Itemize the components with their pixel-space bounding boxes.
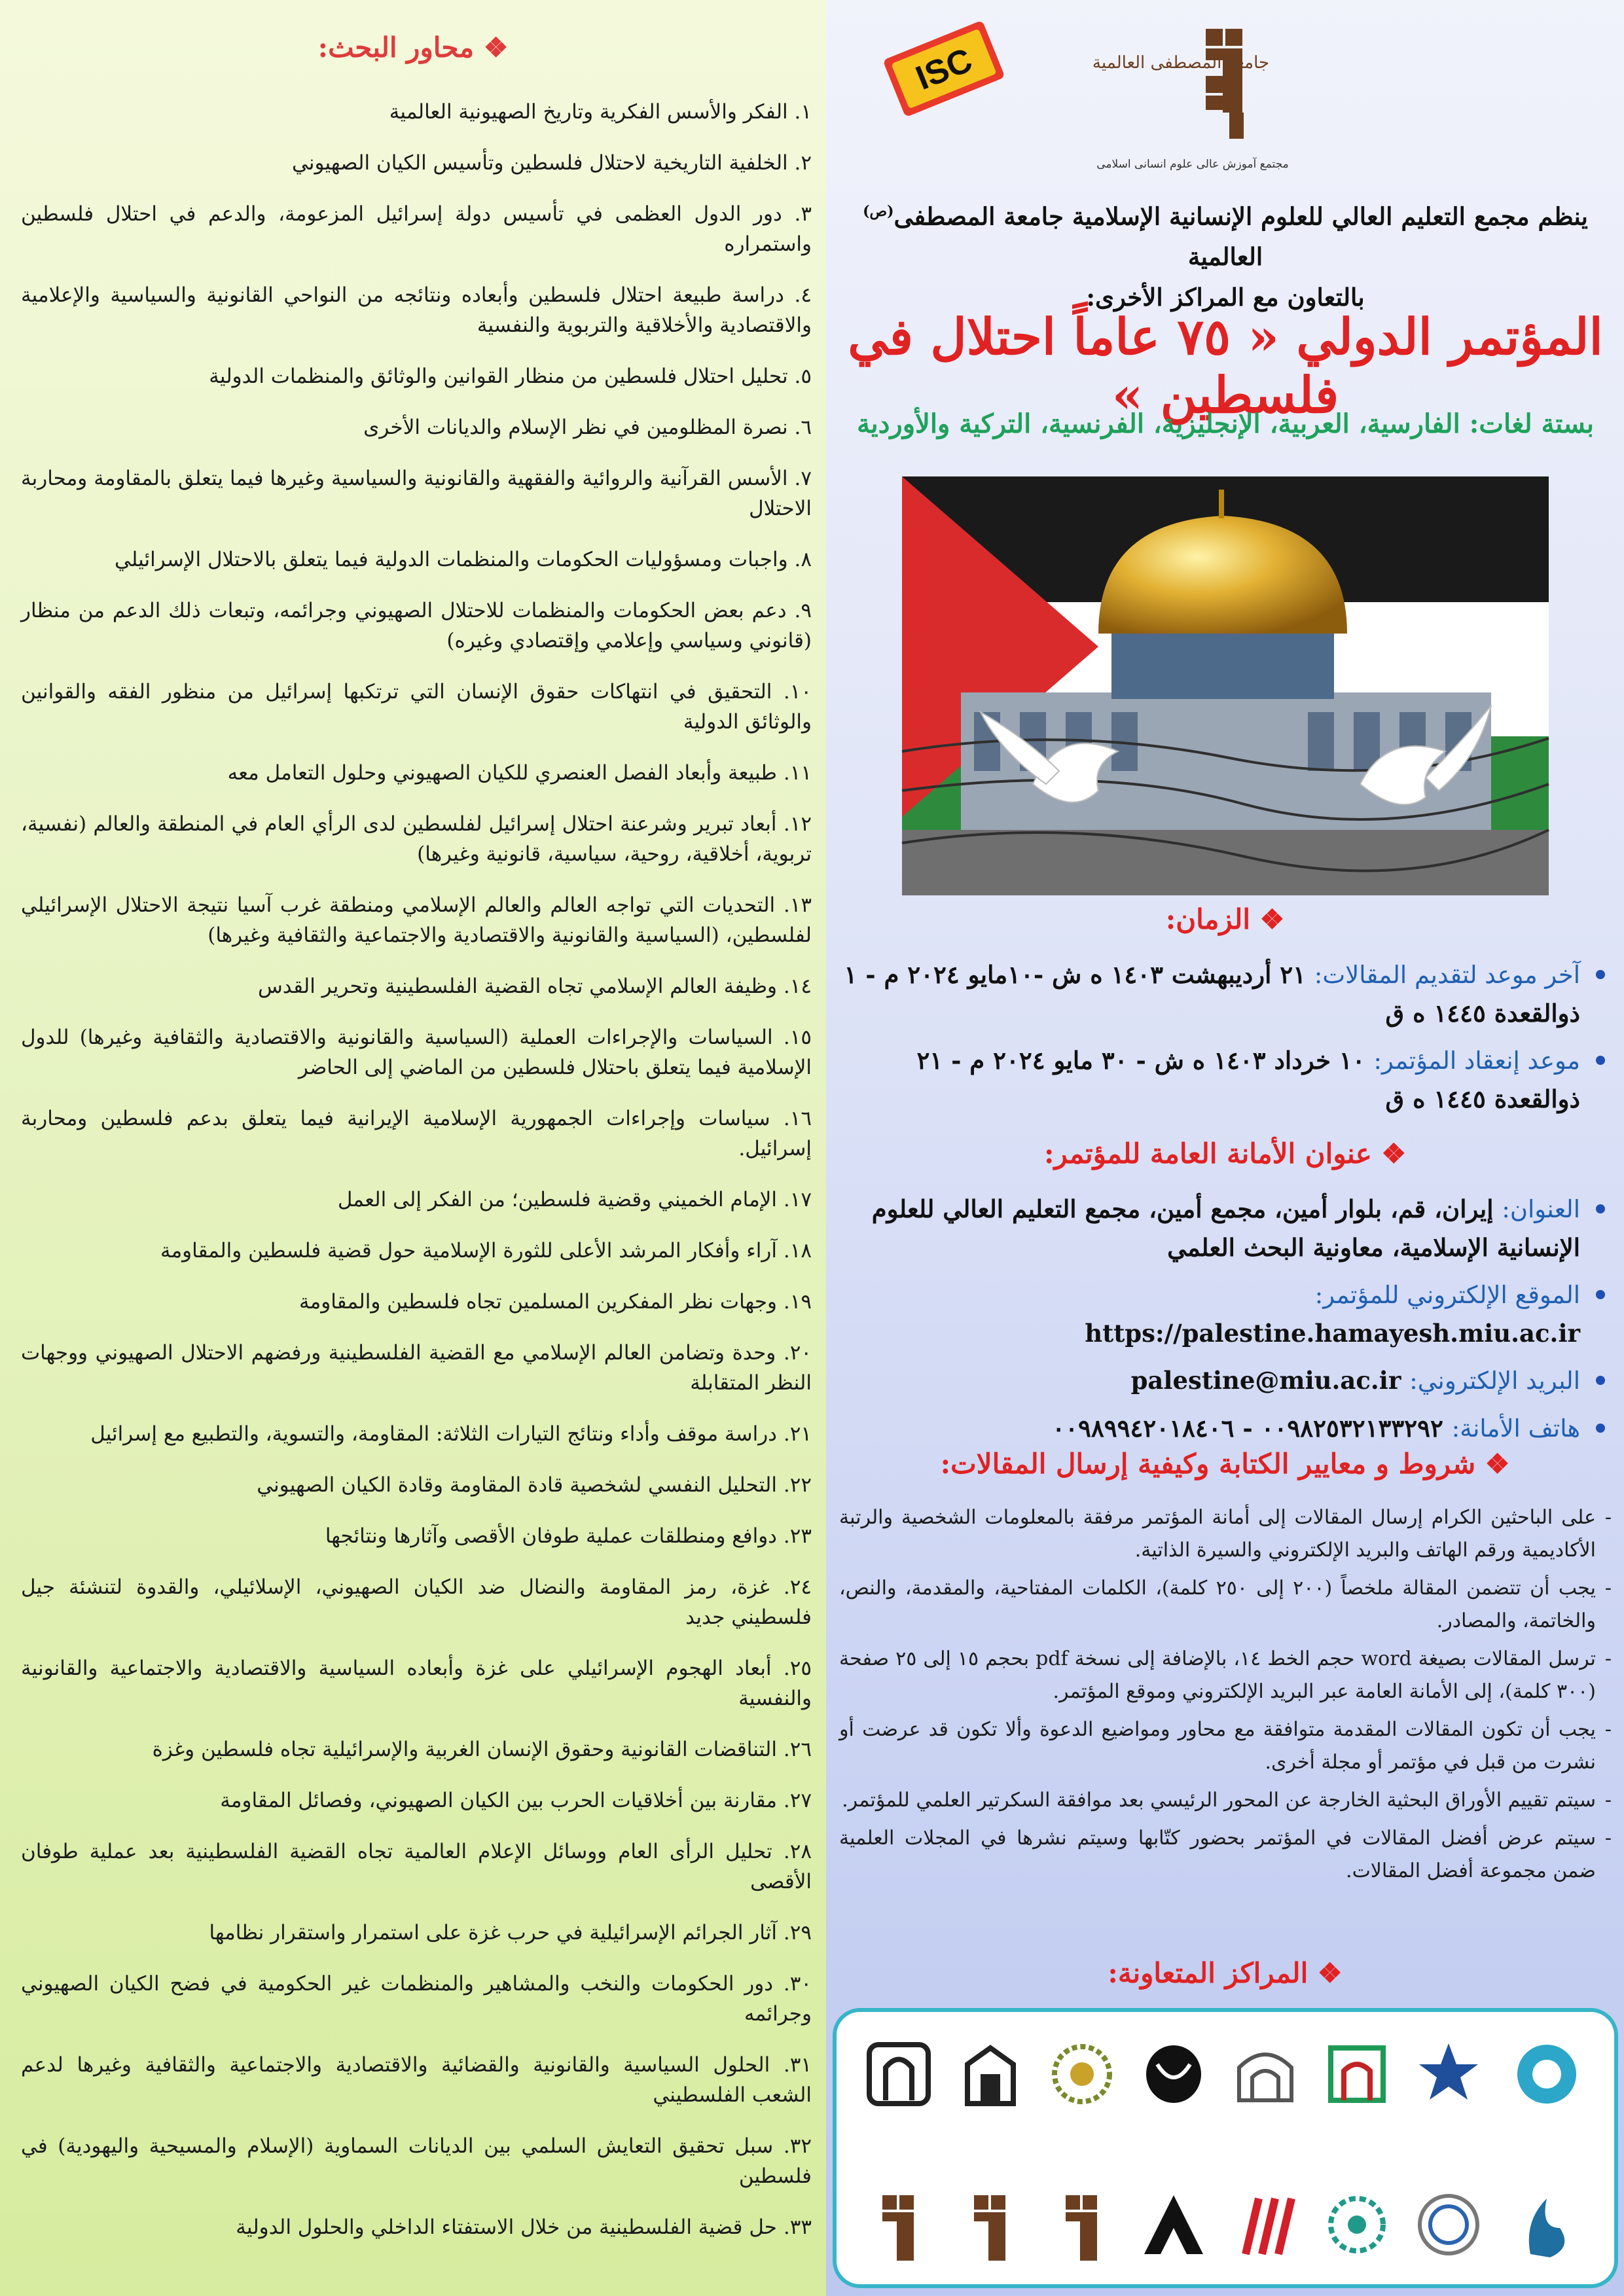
website-label: الموقع الإلكتروني للمؤتمر: — [1314, 1281, 1580, 1309]
research-axes-heading: ❖ محاور البحث: — [317, 31, 509, 63]
rule-item: - على الباحثين الكرام إرسال المقالات إلى أمانة المؤتمر مرفقة بالمعلومات الشخصية والرتبة الأكاديمية ورقم الهاتف والبريد الإلكتروني والسيرة الذاتية. — [839, 1501, 1612, 1567]
al-mustafa-university-logo — [1092, 16, 1289, 179]
center-logo-6 — [1321, 2038, 1393, 2123]
conference-languages: بستة لغات: الفارسية، العربية، الإنجليزية، الفرنسية، التركية والأوردية — [857, 408, 1594, 439]
rules-list — [839, 1501, 1612, 1893]
center-logo-7 — [1413, 2038, 1485, 2123]
center-logo-5 — [1229, 2038, 1301, 2123]
conference-title: المؤتمر الدولي « ٧٥ عاماً احتلال في فلسطين » — [848, 308, 1603, 424]
research-axis-item: ٢٧. مقارنة بين أخلاقيات الحرب بين الكيان الصهيوني، وفصائل المقاومة — [220, 1789, 812, 1812]
center-logo-14 — [1321, 2189, 1393, 2274]
address-value: إيران، قم، بلوار أمين، مجمع أمين، مجمع التعليم العالي للعلوم الإنسانية الإسلامية، معاونية البحث العلمي — [871, 1194, 1580, 1262]
conference-date-value: ١٠ خرداد ١٤٠٣ ه ش - ٣٠ مايو ٢٠٢٤ م - ٢١ ذوالقعدة ١٤٤٥ ه ق — [916, 1046, 1580, 1113]
research-axis-item: ١٢. أبعاد تبرير وشرعنة احتلال إسرائيل لفلسطين لدى الرأي العام في المنطقة والعالم (نفسية، تربوية، أخلاقية، روحية، سياسية، قانونية وغيرها) — [21, 812, 812, 866]
phone-value: ٠٠٩٨٢٥٣٢١٣٣٢٩٢ - ٠٠٩٨٩٩٤٢٠١٨٤٠٦ — [1052, 1414, 1443, 1443]
time-item-conference-date — [839, 1041, 1612, 1118]
research-axis-item: ١٥. السياسات والإجراءات العملية (السياسية والقانونية والاقتصادية والثقافية وغيرها) للدول الإسلامية فيما يتعلق باحتلال فلسطين من الماضي إلى الحاضر — [21, 1026, 812, 1079]
dome-of-the-rock-banner-image — [902, 476, 1549, 895]
rule-item: - ترسل المقالات بصيغة word حجم الخط ١٤، بالإضافة إلى نسخة pdf بحجم ١٥ إلى ٢٥ صفحة (٣٠٠ كلمة)، إلى الأمانة العامة عبر البريد الإلكتروني وموقع المؤتمر. — [839, 1643, 1612, 1708]
research-axis-item: ٣٣. حل قضية الفلسطينية من خلال الاستفتاء الداخلي والحلول الدولية — [236, 2215, 812, 2239]
research-axis-item: ١٤. وظيفة العالم الإسلامي تجاه القضية الفلسطينية وتحرير القدس — [257, 975, 812, 998]
research-axis-item: ١١. طبيعة وأبعاد الفصل العنصري للكيان الصهيوني وحلول التعامل معه — [227, 761, 812, 785]
research-axis-item: ٥. تحليل احتلال فلسطين من منظار القوانين والوثائق والمنظمات الدولية — [209, 365, 812, 388]
isc-logo — [878, 20, 1009, 118]
research-axis-item: ٢٣. دوافع ومنطلقات عملية طوفان الأقصى وآثارها ونتائجها — [325, 1524, 812, 1548]
time-item-deadline — [839, 956, 1612, 1032]
address-item — [839, 1190, 1612, 1266]
research-axis-item: ٨. واجبات ومسؤوليات الحكومات والمنظمات الدولية فيما يتعلق بالاحتلال الإسرائيلي — [115, 548, 812, 571]
center-logo-2 — [954, 2038, 1026, 2123]
research-axis-item: ٢٢. التحليل النفسي لشخصية قادة المقاومة وقادة الكيان الصهيوني — [257, 1473, 812, 1497]
center-logo-3 — [1046, 2038, 1118, 2123]
rule-item: - يجب أن تتضمن المقالة ملخصاً (٢٠٠ إلى ٢٥٠ كلمة)، الكلمات المفتاحية، والمقدمة، والنص، والخاتمة، والمصادر. — [839, 1572, 1612, 1638]
center-logo-11 — [1046, 2189, 1118, 2274]
center-logo-10 — [954, 2189, 1026, 2274]
research-axis-item: ١٣. التحديات التي تواجه العالم والعالم الإسلامي ومنطقة غرب آسيا نتيجة الاحتلال الإسرائيلي لفلسطين، (السياسية والقانونية والاقتصادية والاجتماعية والثقافية وغيرها) — [21, 893, 812, 947]
research-axis-item: ٢. الخلفية التاريخية لاحتلال فلسطين وتأسيس الكيان الصهيوني — [292, 151, 812, 175]
intro-line1-b: العالمية — [1187, 242, 1263, 272]
intro-line2: بالتعاون مع المراكز الأخرى: — [1086, 283, 1365, 312]
phone-item — [839, 1409, 1612, 1448]
research-axis-item: ٧. الأسس القرآنية والروائية والفقهية والقانونية والسياسية وغيرها فيما يتعلق بالمقاومة ومحاربة الاحتلال — [21, 467, 812, 520]
research-axis-item: ٣. دور الدول العظمى في تأسيس دولة إسرائيل المزعومة، والدعم في احتلال فلسطين واستمراره — [21, 202, 812, 256]
email-item — [839, 1361, 1612, 1400]
rule-item: - سيتم تقييم الأوراق البحثية الخارجة عن المحور الرئيسي بعد موافقة السكرتير العلمي للمؤتمر. — [839, 1784, 1612, 1817]
research-axis-item: ٦. نصرة المظلومين في نظر الإسلام والديانات الأخرى — [363, 416, 812, 439]
intro-sup: (ص) — [863, 203, 894, 220]
secretariat-heading: ❖ عنوان الأمانة العامة للمؤتمر: — [1043, 1138, 1407, 1170]
intro-line1-a: ينظم مجمع التعليم العالي للعلوم الإنسانية الإسلامية جامعة المصطفى — [893, 202, 1588, 231]
email-link[interactable]: palestine@miu.ac.ir — [1130, 1366, 1401, 1395]
rule-item: - يجب أن تكون المقالات المقدمة متوافقة مع محاور ومواضيع الدعوة وألا تكون قد عرضت أو نشرت من قبل في مؤتمر أو مجلة أخرى. — [839, 1713, 1612, 1779]
research-axis-item: ١٨. آراء وأفكار المرشد الأعلى للثورة الإسلامية حول قضية فلسطين والمقاومة — [160, 1239, 812, 1263]
website-link[interactable]: https://palestine.hamayesh.miu.ac.ir — [1085, 1319, 1580, 1348]
research-axis-item: ٢٠. وحدة وتضامن العالم الإسلامي مع القضية الفلسطينية ورفضهم الاحتلال الصهيوني ووجهات النظر المتقابلة — [21, 1341, 812, 1395]
phone-label: هاتف الأمانة: — [1451, 1414, 1580, 1443]
research-axis-item: ٢٨. تحليل الرأى العام ووسائل الإعلام العالمية تجاه القضية الفلسطينية بعد عملية طوفان الأقصى — [21, 1840, 812, 1893]
university-logo-caption: مجتمع آموزش عالی علوم انسانی اسلامی — [1096, 158, 1289, 171]
conference-info-panel — [826, 0, 1624, 2296]
center-logo-8 — [1511, 2038, 1583, 2123]
research-axis-item: ٢٦. التناقضات القانونية وحقوق الإنسان الغربية والإسرائيلية تجاه فلسطين وغزة — [152, 1738, 812, 1761]
center-logo-4 — [1138, 2038, 1210, 2123]
time-heading: ❖ الزمان: — [1165, 903, 1285, 935]
research-axis-item: ٢٥. أبعاد الهجوم الإسرائيلي على غزة وأبعاده السياسية والاقتصادية والاجتماعية والقانونية والنفسية — [21, 1657, 812, 1710]
research-axis-item: ١٠. التحقيق في انتهاكات حقوق الإنسان التي ترتكبها إسرائيل من منظور الفقه والقوانين والوثائق الدولية — [21, 680, 812, 734]
research-axis-item: ٣٠. دور الحكومات والنخب والمشاهير والمنظمات غير الحكومية في فضح الكيان الصهيوني وجرائمه — [21, 1972, 812, 2026]
research-axis-item: ٢١. دراسة موقف وأداء ونتائج التيارات الثلاثة: المقاومة، والتسوية، والتطبيع مع إسرائيل — [90, 1422, 812, 1446]
address-label: العنوان: — [1502, 1195, 1580, 1223]
research-axis-item: ٣١. الحلول السياسية والقانونية والقضائية والاقتصادية والاجتماعية والثقافية وغيرها لدعم الشعب الفلسطيني — [21, 2053, 812, 2107]
rules-heading: ❖ شروط و معايير الكتابة وكيفية إرسال المقالات: — [940, 1448, 1510, 1480]
research-axis-item: ٣٢. سبل تحقيق التعايش السلمي بين الديانات السماوية (الإسلام والمسيحية واليهودية) في فلسطين — [21, 2134, 812, 2188]
cooperating-centers-heading: ❖ المراكز المتعاونة: — [1108, 1957, 1343, 1989]
time-list — [839, 956, 1612, 1127]
research-axes-list — [21, 97, 812, 2263]
research-axis-item: ٩. دعم بعض الحكومات والمنظمات للاحتلال الصهيوني وجرائمه، وتبعات ذلك الدعم من منظار (قانوني وسياسي وإعلامي وإقتصادي وغيره) — [21, 599, 812, 653]
center-logo-1 — [863, 2038, 935, 2123]
isc-logo-text: ISC — [911, 41, 978, 98]
intro-text — [846, 191, 1605, 317]
email-label: البريد الإلكتروني: — [1409, 1367, 1580, 1395]
center-logo-9 — [863, 2189, 935, 2274]
center-logo-16 — [1511, 2189, 1583, 2274]
cooperating-centers-logos — [833, 2008, 1618, 2288]
deadline-value: ٢١ أرديبهشت ١٤٠٣ ه ش -١٠مايو ٢٠٢٤ م - ١ ذوالقعدة ١٤٤٥ ه ق — [844, 960, 1580, 1028]
website-item — [839, 1276, 1612, 1352]
university-logo-text: جامعة المصطفى العالمية — [1092, 53, 1270, 73]
secretariat-list — [839, 1190, 1612, 1457]
rule-item: - سيتم عرض أفضل المقالات في المؤتمر بحضور كتّابها وسيتم نشرها في المجلات العلمية ضمن مجموعة أفضل المقالات. — [839, 1822, 1612, 1888]
research-axis-item: ١٦. سياسات وإجراءات الجمهورية الإسلامية الإيرانية فيما يتعلق بدعم فلسطين ومحاربة إسرائيل. — [21, 1107, 812, 1160]
center-logo-13 — [1229, 2189, 1301, 2274]
research-axis-item: ١. الفكر والأسس الفكرية وتاريخ الصهيونية العالمية — [389, 100, 812, 124]
center-logo-12 — [1138, 2189, 1210, 2274]
research-axis-item: ٢٤. غزة، رمز المقاومة والنضال ضد الكيان الصهيوني، الإسلائيلي، والقدوة لتنشئة جيل فلسطيني جديد — [21, 1575, 812, 1629]
research-axis-item: ١٧. الإمام الخميني وقضية فلسطين؛ من الفكر إلى العمل — [337, 1188, 812, 1211]
research-axis-item: ١٩. وجهات نظر المفكرين المسلمين تجاه فلسطين والمقاومة — [299, 1290, 812, 1314]
research-axis-item: ٤. دراسة طبيعة احتلال فلسطين وأبعاده ونتائجه من النواحي القانونية والسياسية والإعلامية والاقتصادية والأخلاقية والتربوية والنفسية — [21, 283, 812, 337]
center-logo-15 — [1413, 2189, 1485, 2274]
deadline-label: آخر موعد لتقديم المقالات: — [1314, 961, 1580, 989]
research-axis-item: ٢٩. آثار الجرائم الإسرائيلية في حرب غزة على استمرار واستقرار نظامها — [209, 1921, 812, 1945]
conference-date-label: موعد إنعقاد المؤتمر: — [1373, 1047, 1580, 1075]
